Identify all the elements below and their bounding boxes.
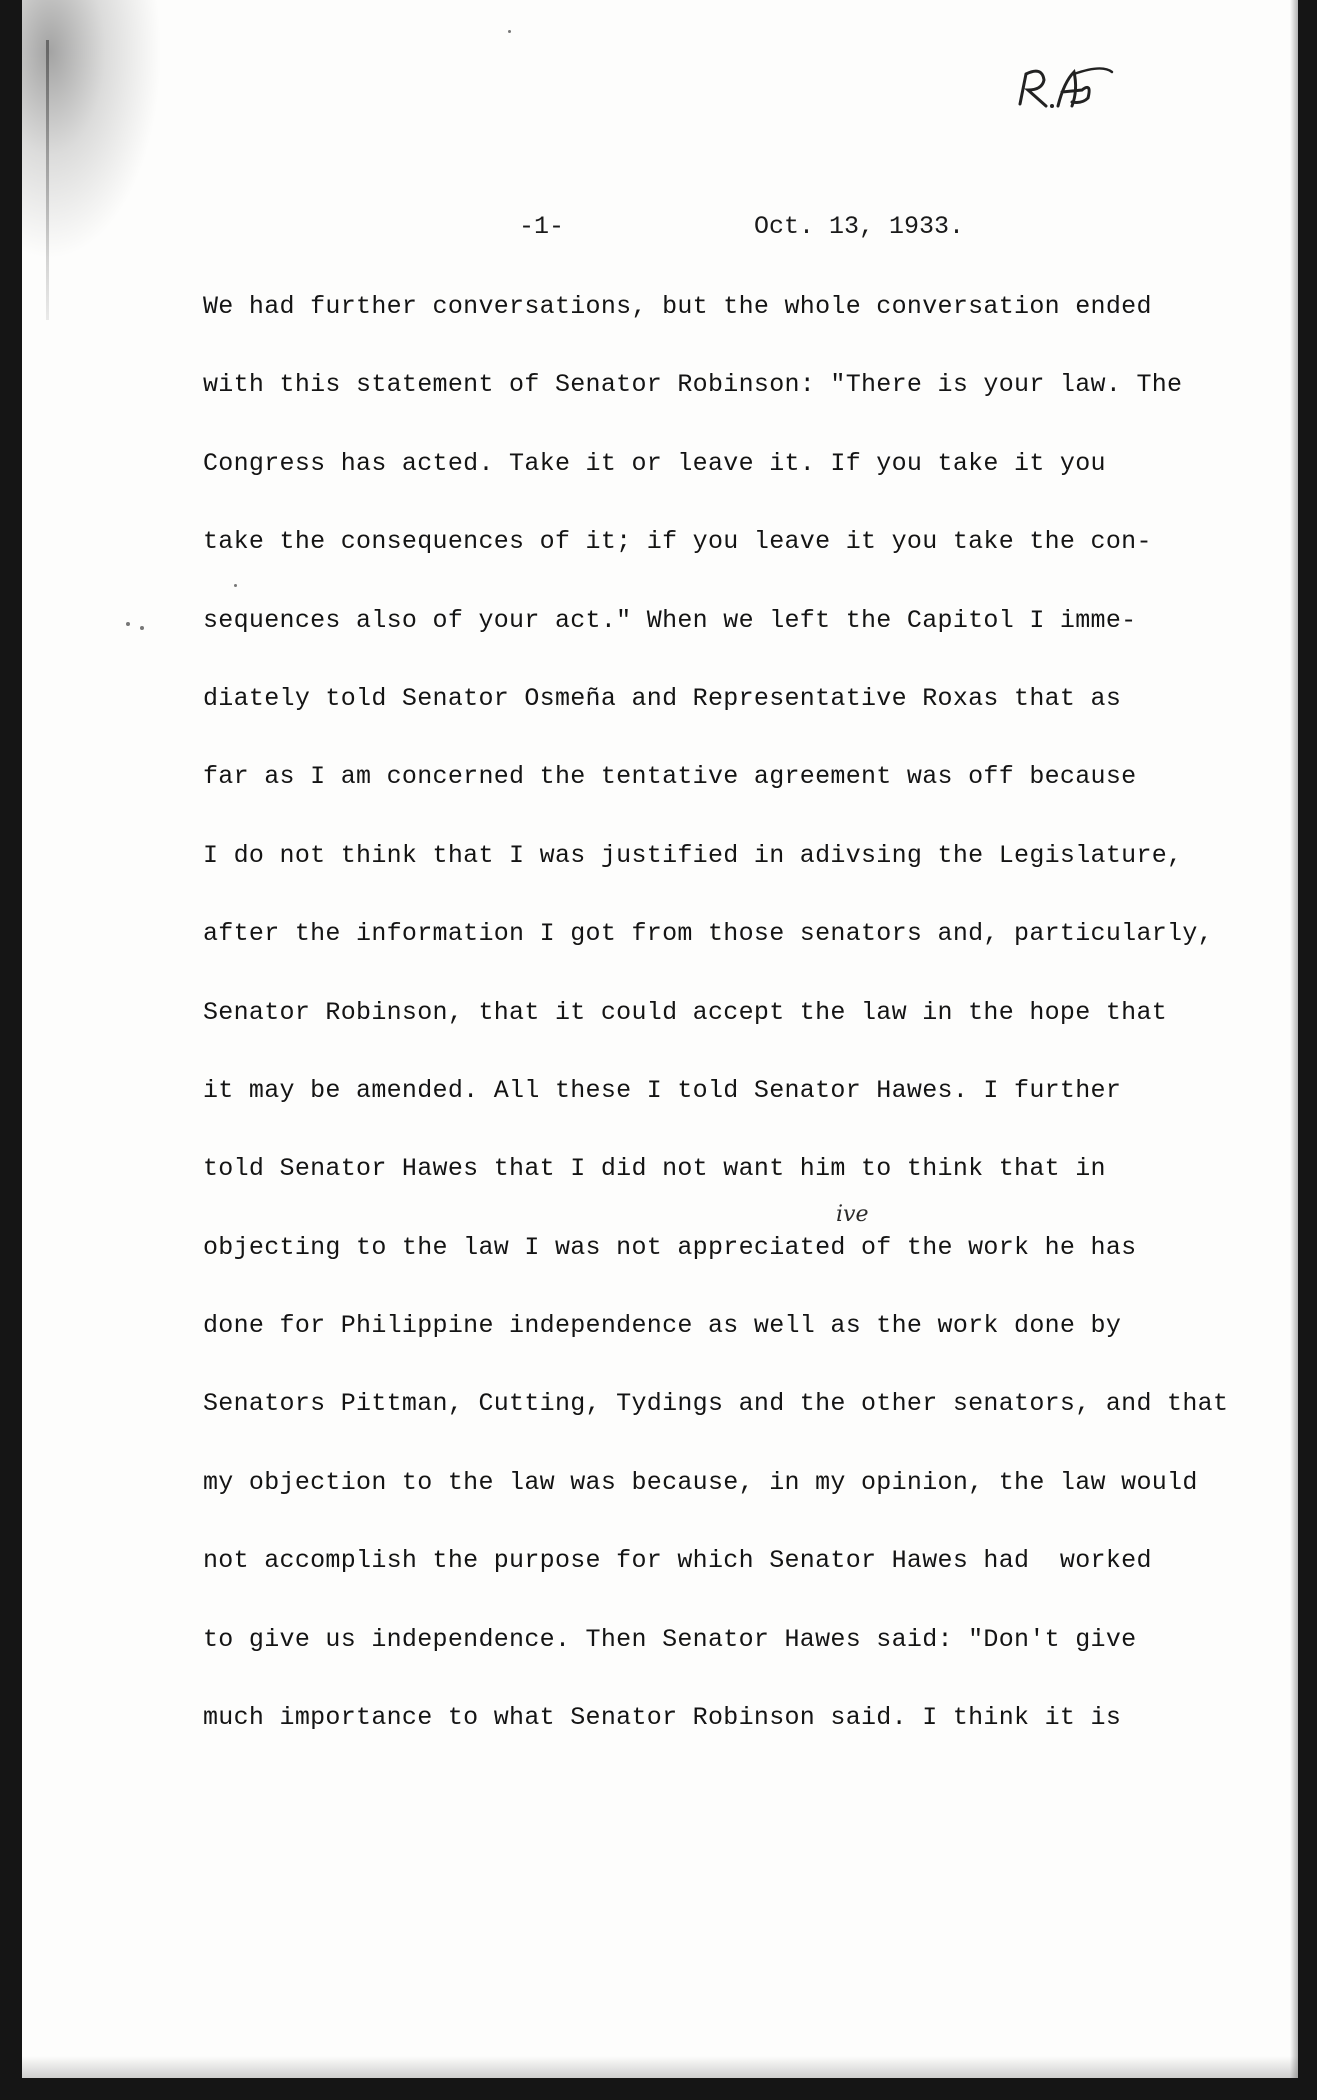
typed-body <box>203 292 1293 1781</box>
document-page <box>22 0 1298 2078</box>
text-line: Senator Robinson, that it could accept the law in the hope that <box>203 997 1168 1027</box>
text-line: done for Philippine independence as well as the work done by <box>203 1311 1122 1341</box>
paper-speck <box>234 584 237 587</box>
scan-shadow <box>22 0 162 260</box>
text-line: diately told Senator Osmeña and Representative Roxas that as <box>203 683 1122 713</box>
text-line: after the information I got from those senators and, particularly, <box>203 919 1213 949</box>
handwritten-insertion: ive <box>836 1202 869 1227</box>
text-line: to give us independence. Then Senator Hawes said: "Don't give <box>203 1624 1137 1654</box>
text-line: Congress has acted. Take it or leave it. If you take it you <box>203 448 1106 478</box>
text-line: with this statement of Senator Robinson: "There is your law. The <box>203 370 1183 400</box>
paper-speck <box>508 30 511 33</box>
text-line: much importance to what Senator Robinson said. I think it is <box>203 1703 1122 1733</box>
page-number: -1- <box>519 212 565 241</box>
text-line: I do not think that I was justified in adivsing the Legislature, <box>203 840 1183 870</box>
text-line: far as I am concerned the tentative agreement was off because <box>203 762 1137 792</box>
text-line: take the consequences of it; if you leave it you take the con- <box>203 527 1152 557</box>
text-line: not accomplish the purpose for which Senator Hawes had worked <box>203 1546 1152 1576</box>
letter-date: Oct. 13, 1933. <box>754 212 965 241</box>
handwritten-initials-icon <box>1012 60 1122 120</box>
text-line: We had further conversations, but the whole conversation ended <box>203 292 1152 321</box>
text-line: told Senator Hawes that I did not want him to think that in <box>203 1154 1106 1184</box>
text-line: sequences also of your act." When we left the Capitol I imme- <box>203 605 1137 635</box>
page-fold-mark <box>46 40 49 320</box>
page-bottom-edge <box>22 2056 1298 2078</box>
text-line: it may be amended. All these I told Senator Hawes. I further <box>203 1075 1122 1105</box>
paper-speck <box>140 626 144 630</box>
text-line: objecting to the law I was not appreciated of the work he has <box>203 1232 1137 1262</box>
text-line: my objection to the law was because, in my opinion, the law would <box>203 1467 1198 1497</box>
text-line: Senators Pittman, Cutting, Tydings and the other senators, and that <box>203 1389 1229 1419</box>
paper-speck <box>126 622 130 626</box>
